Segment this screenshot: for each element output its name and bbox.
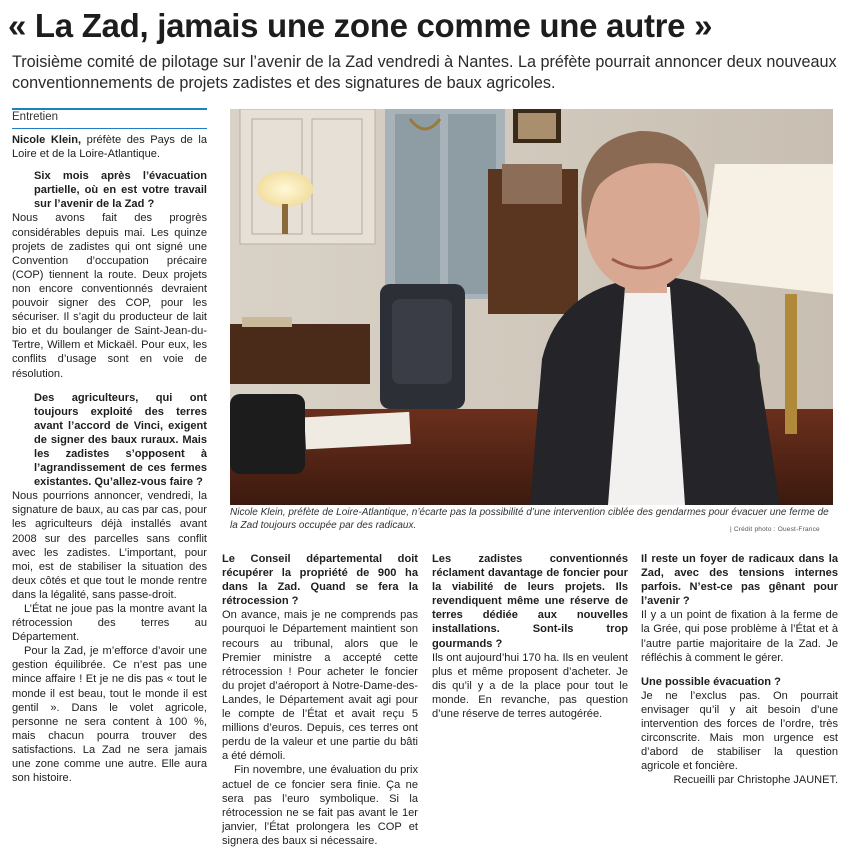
question-4: Les zadistes conventionnés réclament davantage de foncier pour la viabilité de leurs projets. Ils revendiquent même une réserve de terres dédiée aux nouvelles installations. Sont-ils trop gourmands ?: [432, 553, 628, 650]
question-3: Le Conseil départemental doit récupérer la propriété de 900 ha dans la Zad. Quand se fera la rétrocession ?: [222, 553, 418, 608]
answer-1: Nous avons fait des progrès considérables depuis mai. Les quinze projets de zadistes qui ont signé une Convention d’occupation précaire (COP) tiennent la route. Deux projets non encore conventionnés devraient pouvoir signer des COP, pour les sécuriser. Il s’agit du producteur de lait bio et du boulanger de Saint-Jean-du-Tertre, Willem et Mickaël. Pour eux, les conflits d’usage sont en voie de résolution.: [12, 212, 207, 380]
interview-photo: [230, 109, 833, 505]
rubric-top-rule: [12, 108, 207, 110]
question-6: Une possible évacuation ?: [641, 675, 781, 688]
signature: Recueilli par Christophe JAUNET.: [673, 774, 838, 787]
answer-4: Ils ont aujourd’hui 170 ha. Ils en veulent plus et même proposent d’acheter. Je dis qu’il y a de la place pour tout le monde. En revanche, pas question d’une réserve de terres autogérée.: [432, 651, 628, 721]
answer-5: Il y a un point de fixation à la ferme de la Grée, qui pose problème à l’État et à l’autre partie majoritaire de la Zad. Je réfléchis à comment le gérer.: [641, 609, 838, 664]
rubric-label: Entretien: [12, 111, 59, 123]
answer-2c: Pour la Zad, je m’efforce d’avoir une gestion équilibrée. Ce n’est pas une mince affaire ! Et je ne dis pas « tout le monde il est beau, tout le monde il est gentil ». Dans le volet agricole, personne ne sera content à 100 %, mais chacun pourra trouver des satisfactions. La Zad ne sera jamais une zone comme une autre. Elle aura son histoire.: [12, 645, 207, 785]
question-2: Des agriculteurs, qui ont toujours exploité des terres avant l’accord de Vinci, exigent de signer des baux ruraux. Mais les zadistes s’opposent à l’agrandissement de ces fermes existantes. Qu’allez-vous faire ?: [34, 391, 207, 489]
question-5: Il reste un foyer de radicaux dans la Zad, avec des tensions internes parfois. N’est-ce pas gênant pour l’avenir ?: [641, 553, 838, 608]
question-1: Six mois après l’évacuation partielle, où en est votre travail sur l’avenir de la Zad ?: [34, 170, 207, 211]
column-1: [12, 133, 207, 785]
subtitle: Troisième comité de pilotage sur l’avenir de la Zad vendredi à Nantes. La préfète pourrait annoncer deux nouveaux conventionnements de projets zadistes et des signatures de baux agricoles.: [12, 53, 837, 92]
intro-name: Nicole Klein,: [12, 134, 82, 146]
column-2: [222, 546, 418, 848]
photo-credit: | Crédit photo : Ouest-France: [730, 526, 820, 533]
intro-role: préfète des Pays de la Loire et de la Loire-Atlantique.: [12, 134, 207, 161]
headline: « La Zad, jamais une zone comme une autre »: [8, 7, 713, 44]
column-4: [641, 546, 838, 788]
answer-3b: Fin novembre, une évaluation du prix actuel de ce foncier sera finie. Ça ne sera pas l’euro symbolique. Si la rétrocession ne se fait pas avant le 1er janvier, l’État prolongera les COP et signera des baux si nécessaire.: [222, 764, 418, 847]
answer-2b: L’État ne joue pas la montre avant la rétrocession des terres au Département.: [12, 603, 207, 644]
column-3: [432, 546, 628, 721]
rubric-bottom-rule: [12, 128, 207, 129]
photo-caption: Nicole Klein, préfète de Loire-Atlantique, n’écarte pas la possibilité d’une intervention ciblée des gendarmes pour évacuer une ferme de la Zad toujours occupée par des radicaux.: [230, 507, 829, 531]
answer-2a: Nous pourrions annoncer, vendredi, la signature de baux, au cas par cas, pour les agriculteurs déjà installés avant 2008 sur des parcelles sans conflit avec les zadistes. L’important, pour moi, est de stabiliser la situation des deux côtés et que tout le monde rentre dans la légalité, sans passe-droit.: [12, 490, 207, 601]
intro: [12, 133, 207, 161]
answer-6: Je ne l’exclus pas. On pourrait envisager qu’il y ait besoin d’une intervention des forces de l’ordre, très circonscrite. Mais mon urgence est d’abord de stabiliser la question agricole et foncière.: [641, 689, 838, 773]
photo-illustration: [230, 109, 833, 505]
answer-3a: On avance, mais je ne comprends pas pourquoi le Département maintient son recours au tribunal, alors que le Premier ministre a accepté cette rétrocession ! Pour acheter le foncier du projet d’aéroport à Notre-Dame-des-Landes, le Département avait agi pour le compte de l’État et avait reçu 5 millions d’euros. Depuis, ces terres ont perdu de la valeur et une partie du bâti a été démoli.: [222, 609, 418, 763]
